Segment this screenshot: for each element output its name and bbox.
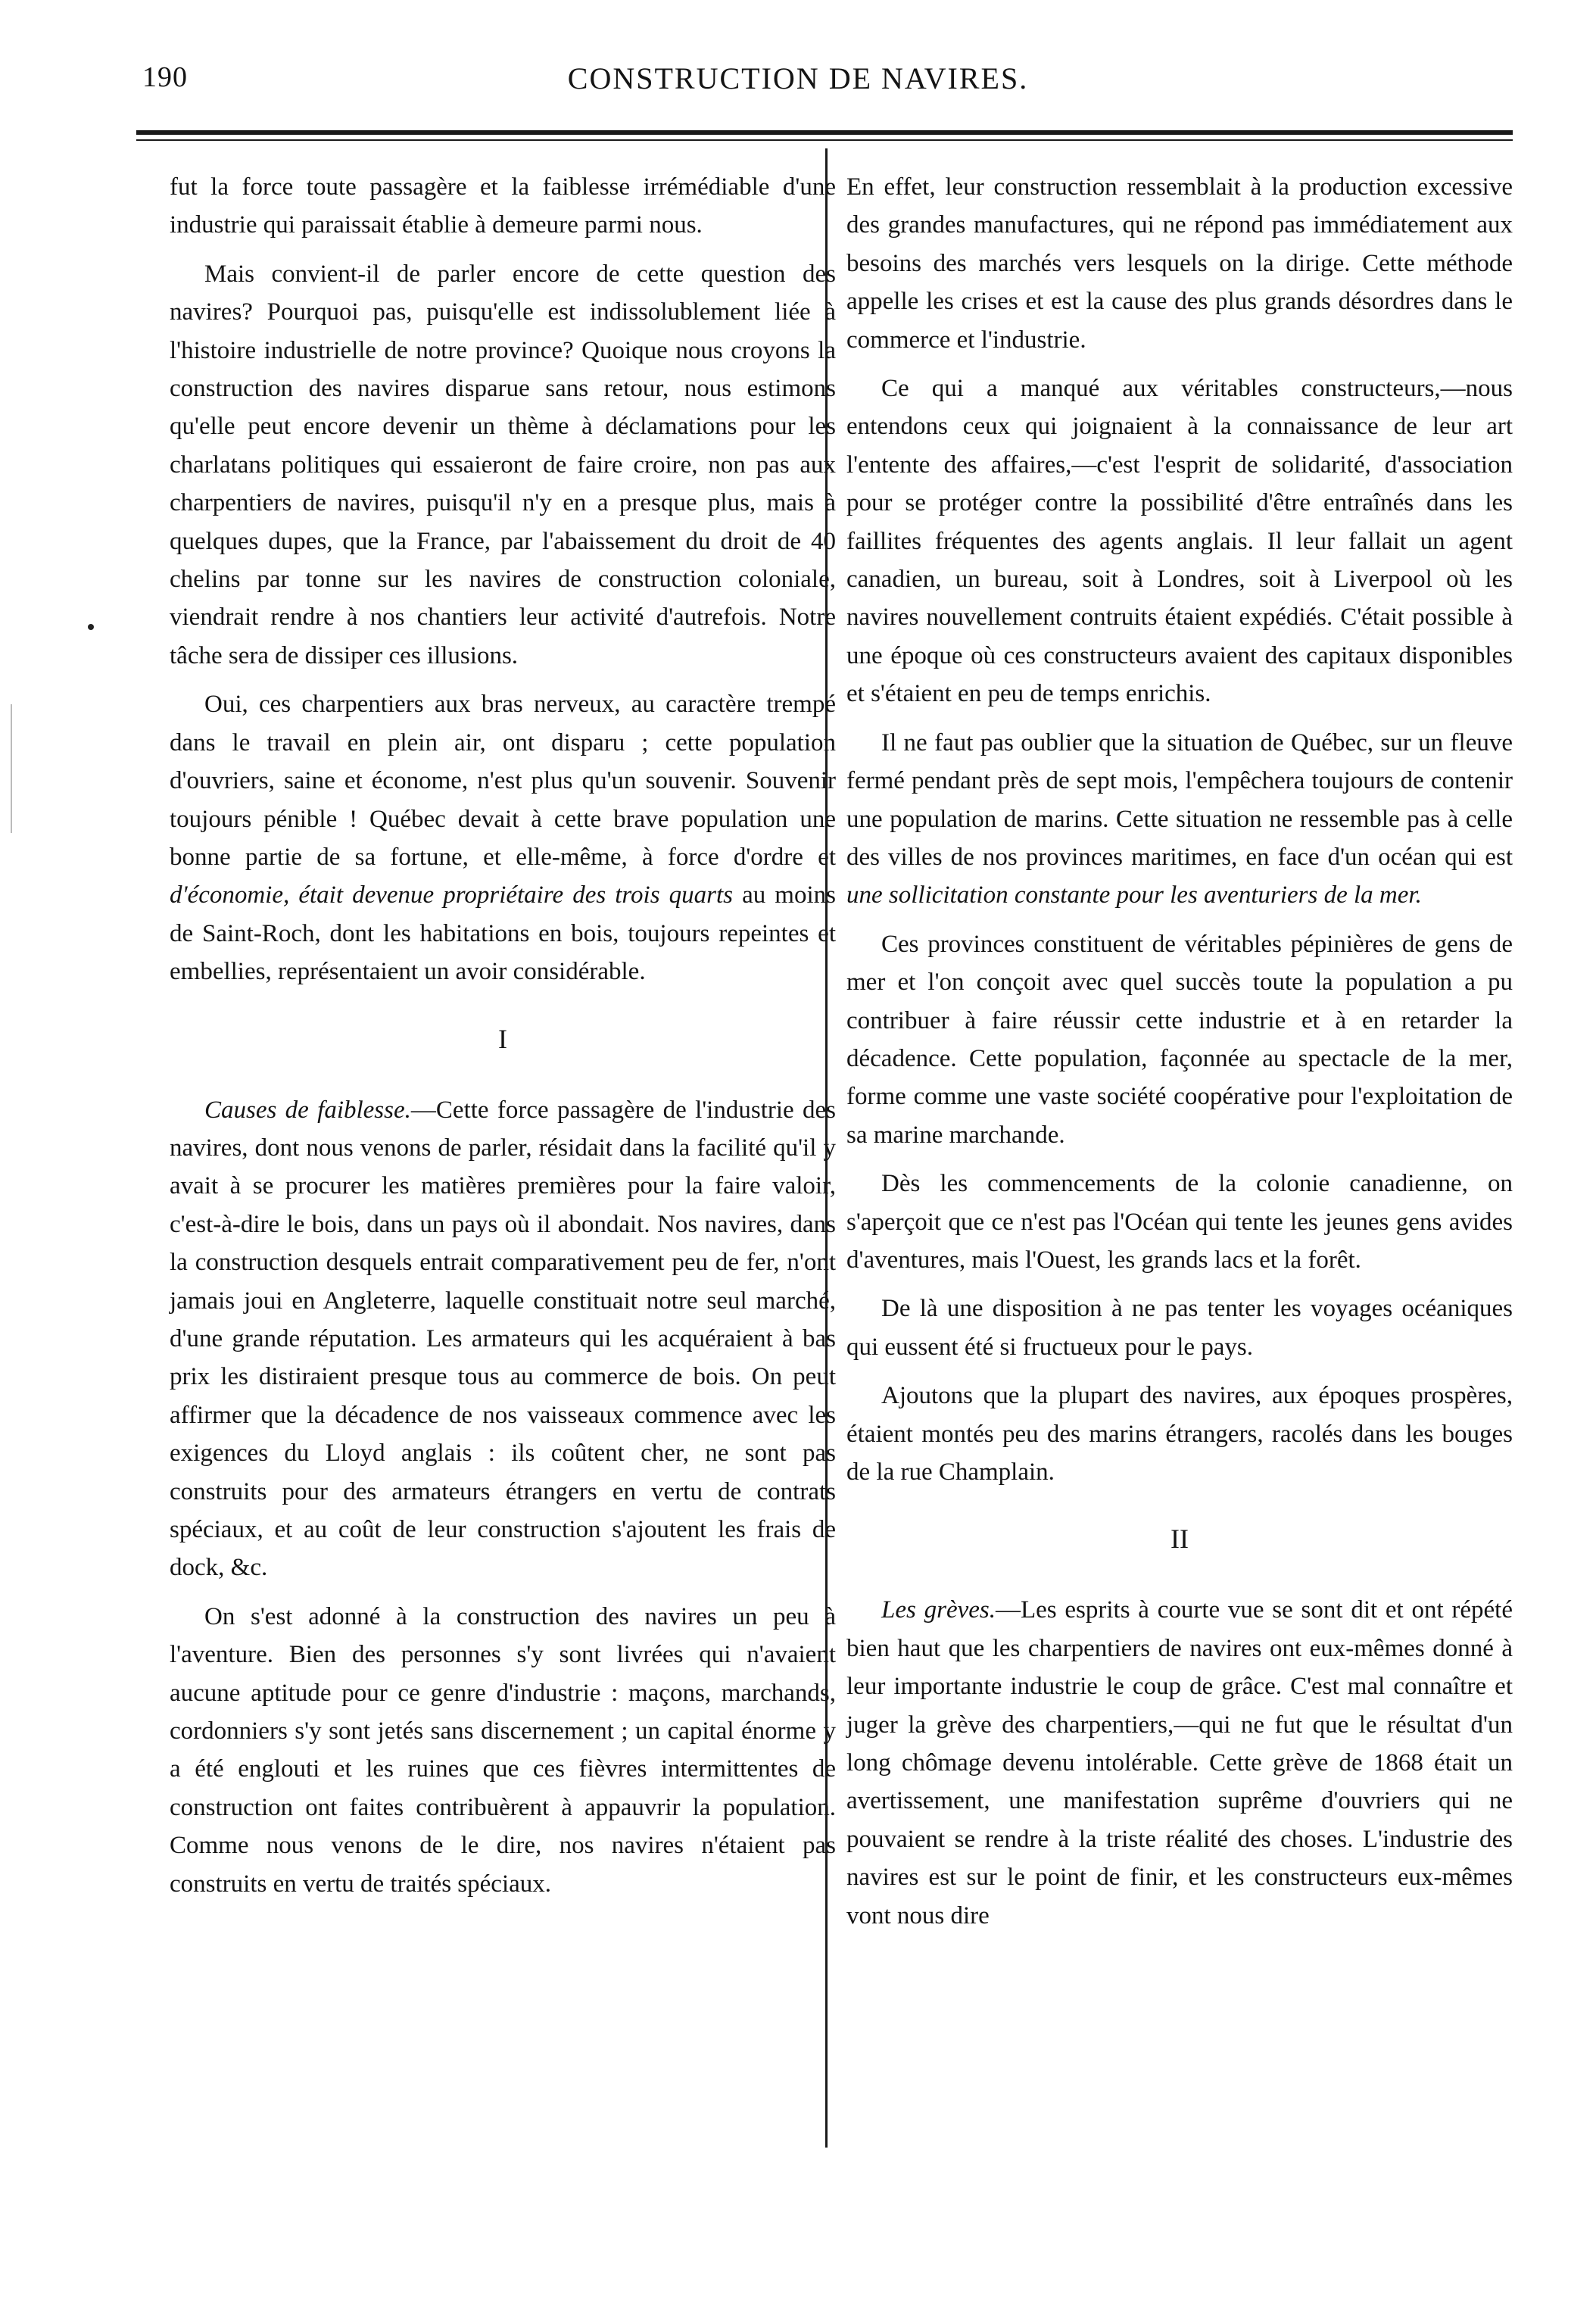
- paragraph: Mais convient-il de parler encore de cette question des navires? Pourquoi pas, puisqu'elle est indissolublement liée à l'histoire industrielle de notre province? Quoique nous croyons la construction des navires disparue sans retour, nous estimons qu'elle peut encore devenir un thème à déclamations pour les charlatans politiques qui essaieront de faire croire, non pas aux charpentiers de navires, puisqu'il n'y en a presque plus, mais à quelques dupes, que la France, par l'abaissement du droit de 40 chelins par tonne sur les navires de construction coloniale, viendrait rendre à nos chantiers leur activité d'autrefois. Notre tâche sera de dissiper ces illusions.: [170, 260, 836, 669]
- section-heading: Les grèves.: [881, 1596, 996, 1624]
- section-heading: Causes de faiblesse.: [204, 1096, 411, 1124]
- running-title: CONSTRUCTION DE NAVIRES.: [567, 61, 1029, 95]
- paragraph: Ce qui a manqué aux véritables constructeurs,—nous entendons ceux qui joignaient à la connaissance de leur art l'entente des affaires,—c'est l'esprit de solidarité, d'association pour se protéger contre la possibilité d'être entraînés dans les faillites fréquentes des agents anglais. Il leur fallait un agent canadien, un bureau, soit à Londres, soit à Liverpool où les navires nouvellement contruits étaient expédiés. C'était possible à une époque où ces constructeurs avaient des capitaux disponibles et s'étaient en peu de temps enrichis.: [846, 375, 1513, 708]
- italic-phrase: une sollicitation constante pour les aventuriers de la mer.: [846, 881, 1422, 909]
- paragraph: [846, 1591, 1513, 1935]
- paragraph-continuation: fut la force toute passagère et la faiblesse irrémédiable d'une industrie qui paraissait établie à demeure parmi nous.: [170, 173, 836, 239]
- paragraph: En effet, leur construction ressemblait à la production excessive des grandes manufactures, qui ne répond pas immédiatement aux besoins des marchés vers lesquels on la dirige. Cette méthode appelle les crises et est la cause des plus grands désordres dans le commerce et l'industrie.: [846, 173, 1513, 354]
- header-rule-thick: [136, 130, 1513, 135]
- paragraph-text: —Cette force passagère de l'industrie des navires, dont nous venons de parler, résidait dans la facilité qu'il y avait à se procurer les matières premières pour la faire valoir, c'est-à-dire le bois, dans un pays où il abondait. Nos navires, dans la construction desquels entrait comparativement peu de fer, n'ont jamais joui en Angleterre, laquelle constituait notre seul marché, d'une grande réputation. Les armateurs qui les acquéraient à bas prix les distiraient presque tous au commerce de bois. On peut affirmer que la décadence de nos vaisseaux commence avec les exigences du Lloyd anglais : ils coûtent cher, ne sont pas construits pour des armateurs étrangers en vertu de contrats spéciaux, et au coût de leur construction s'ajoutent les frais de dock, &c.: [170, 1096, 836, 1582]
- left-column: [170, 168, 836, 1914]
- section-numeral: II: [1171, 1524, 1189, 1555]
- paragraph: Ajoutons que la plupart des navires, aux époques prospères, étaient montés peu des marins étrangers, racolés dans les bouges de la rue Champlain.: [846, 1382, 1513, 1486]
- margin-line: [11, 704, 12, 833]
- paragraph: [170, 685, 836, 990]
- paragraph-text: Il ne faut pas oublier que la situation de Québec, sur un fleuve fermé pendant près de sept mois, l'empêchera toujours de contenir une population de marins. Cette situation ne ressemble pas à celle des villes de nos provinces maritimes, en face d'un océan qui est: [846, 728, 1513, 871]
- paragraph-text: —Les esprits à courte vue se sont dit et ont répété bien haut que les charpentiers de navires ont eux-mêmes donné à leur importante industrie le coup de grâce. C'est mal connaître et juger la grève des charpentiers,—qui ne fut que le résultat d'un long chômage devenu intolérable. Cette grève de 1868 était un avertissement, une manifestation suprême d'ouvriers qui ne pouvaient se rendre à la triste réalité des choses. L'industrie des navires est sur le point de finir, et les constructeurs eux-mêmes vont nous dire: [846, 1596, 1513, 1929]
- margin-mark: [88, 624, 94, 630]
- paragraph-text: au moins de Saint-Roch, dont les habitations en bois, toujours repeintes et embellies, représentaient un avoir considérable.: [170, 881, 836, 986]
- paragraph: [846, 724, 1513, 915]
- paragraph: De là une disposition à ne pas tenter les voyages océaniques qui eussent été si fructueux pour le pays.: [846, 1295, 1513, 1361]
- section-numeral: I: [498, 1023, 507, 1054]
- paragraph: [170, 1091, 836, 1587]
- right-column: [846, 168, 1513, 1945]
- paragraph: On s'est adonné à la construction des navires un peu à l'aventure. Bien des personnes s'y sont livrées qui n'avaient aucune aptitude pour ce genre d'industrie : maçons, marchands, cordonniers s'y sont jetés sans discernement ; un capital énorme y a été englouti et les ruines que ces fièvres intermittentes de construction ont faites contribuèrent à appauvrir la population. Comme nous venons de le dire, nos navires n'étaient pas construits en vertu de traités spéciaux.: [170, 1602, 836, 1898]
- page-number: 190: [142, 61, 188, 93]
- page-header: [0, 61, 1596, 106]
- italic-phrase: d'économie, était devenue propriétaire des trois quarts: [170, 881, 733, 909]
- header-rule-thin: [136, 139, 1513, 141]
- paragraph-text: Oui, ces charpentiers aux bras nerveux, au caractère trempé dans le travail en plein air, ont disparu ; cette population d'ouvriers, saine et économe, n'est plus qu'un souvenir. Souvenir toujours pénible ! Québec devait à cette brave population une bonne partie de sa fortune, et elle-même, à force d'ordre et: [170, 691, 836, 871]
- paragraph: Dès les commencements de la colonie canadienne, on s'aperçoit que ce n'est pas l'Océan qui tente les jeunes gens avides d'aventures, mais l'Ouest, les grands lacs et la forêt.: [846, 1170, 1513, 1274]
- paragraph: Ces provinces constituent de véritables pépinières de gens de mer et l'on conçoit avec quel succès toute la population a pu contribuer à faire réussir cette industrie et à en retarder la décadence. Cette population, façonnée au spectacle de la mer, forme comme une vaste société coopérative pour l'exploitation de sa marine marchande.: [846, 930, 1513, 1149]
